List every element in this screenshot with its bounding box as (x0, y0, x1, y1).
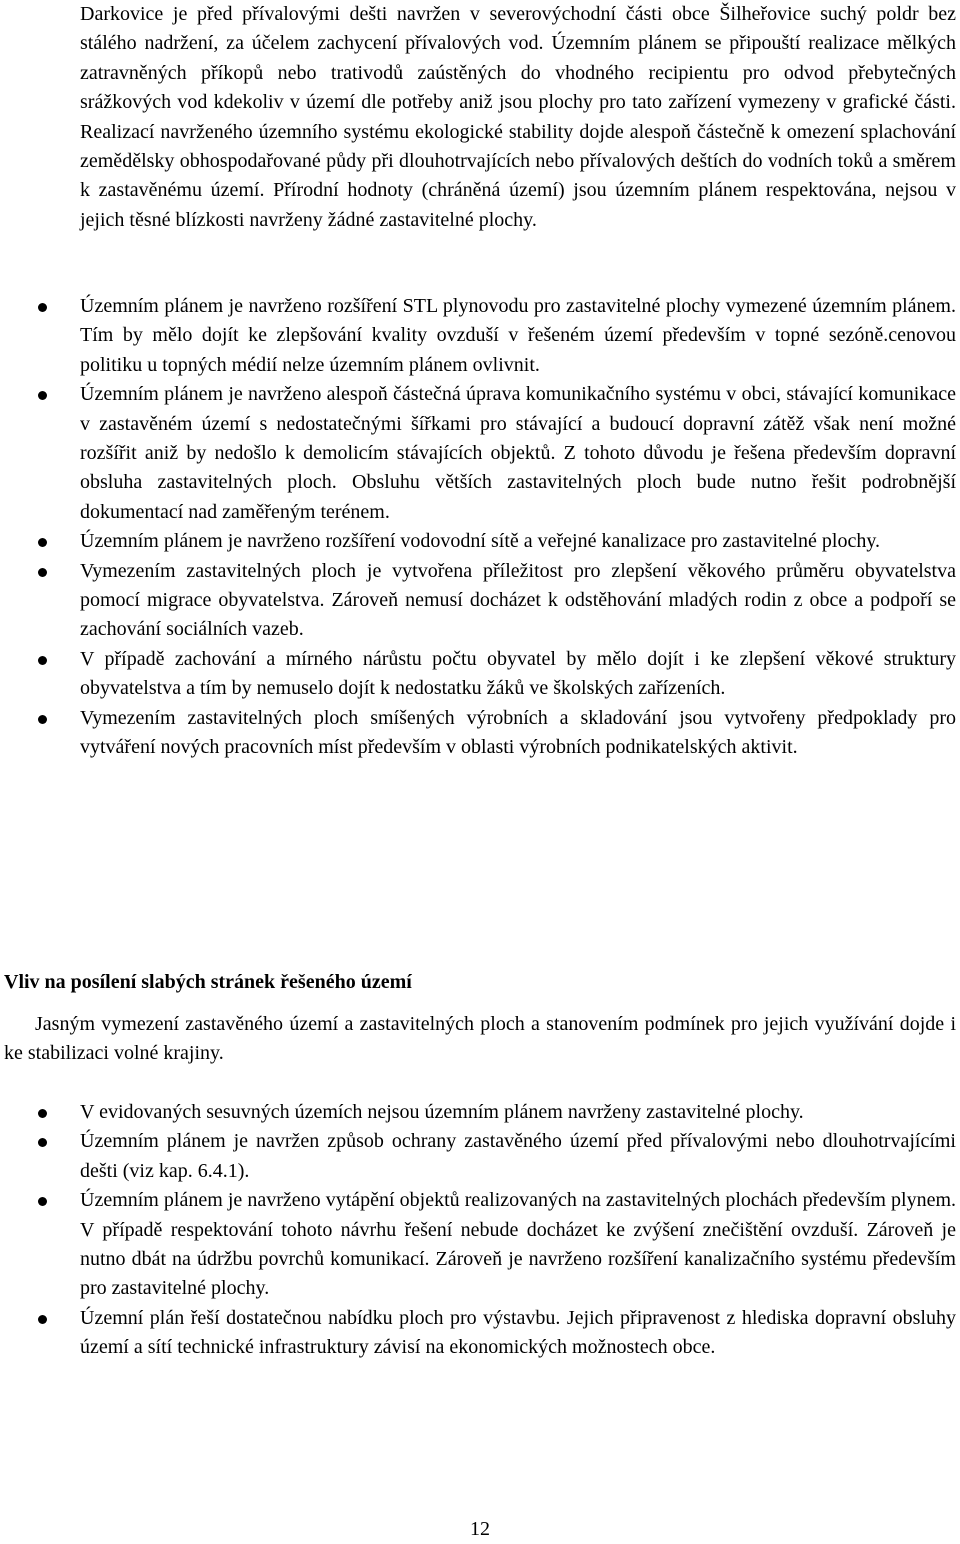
list-item (0, 1098, 960, 1127)
list-item-text: Územní plán řeší dostatečnou nabídku ploch pro výstavbu. Jejich připravenost z hlediska dopravní obsluhy území a sítí technické infrastruktury závisí na ekonomických možnostech obce. (80, 1306, 956, 1359)
list-item-text: Územním plánem je navrženo rozšíření vodovodní sítě a veřejné kanalizace pro zastavitelné plochy. (80, 530, 881, 553)
list-item (0, 557, 960, 645)
list-item-text: Vymezením zastavitelných ploch smíšených výrobních a skladování jsou vytvořeny předpoklady pro vytváření nových pracovních míst především v oblasti výrobních podnikatelských aktivit. (80, 706, 956, 759)
list-item-text: V případě zachování a mírného nárůstu počtu obyvatel by mělo dojít i ke zlepšení věkové struktury obyvatelstva a tím by nemuselo dojít k nedostatku žáků ve školských zařízeních. (80, 647, 956, 700)
bullet-icon (38, 538, 47, 547)
bullet-icon (38, 1138, 47, 1147)
bullet-icon (38, 568, 47, 577)
list-item (0, 1127, 960, 1186)
list-item-text: Územním plánem je navrženo vytápění objektů realizovaných na zastavitelných plochách především plynem. V případě respektování tohoto návrhu řešení nebude docházet ke zvýšení znečištění ovzduší. Zároveň je nutno dbát na údržbu povrchů komunikací. Zároveň je navrženo rozšíření kanalizačního systému především pro zastavitelné plochy. (80, 1189, 956, 1300)
list-item-text: Územním plánem je navržen způsob ochrany zastavěného území před přívalovými nebo dlouhotrvajícími dešti (viz kap. 6.4.1). (80, 1130, 956, 1182)
bullet-list-measures (0, 292, 960, 763)
bullet-list-weaknesses (0, 1098, 960, 1363)
list-item-text: V evidovaných sesuvných územích nejsou územním plánem navrženy zastavitelné plochy. (80, 1101, 804, 1123)
section-heading: Vliv na posílení slabých stránek řešeného území (4, 971, 412, 993)
bullet-icon (38, 715, 47, 724)
bullet-icon (38, 1315, 47, 1324)
section-paragraph: Jasným vymezení zastavěného území a zastavitelných ploch a stanovením podmínek pro jejich využívání dojde i ke stabilizaci volné krajiny. (4, 1013, 956, 1065)
list-item (0, 292, 960, 380)
list-item (0, 1186, 960, 1304)
bullet-icon (38, 1197, 47, 1206)
list-item-text: Územním plánem je navrženo rozšíření STL plynovodu pro zastavitelné plochy vymezené územním plánem. Tím by mělo dojít ke zlepšování kvality ovzduší v řešeném území především v topné sezóně.cenovou politiku u topných médií nelze územním plánem ovlivnit. (80, 295, 956, 376)
page-number: 12 (470, 1518, 490, 1540)
list-item (0, 380, 960, 527)
list-item (0, 527, 960, 556)
bullet-icon (38, 656, 47, 665)
bullet-icon (38, 391, 47, 400)
bullet-icon (38, 303, 47, 312)
intro-paragraph: Darkovice je před přívalovými dešti navržen v severovýchodní části obce Šilheřovice suchý poldr bez stálého nadržení, za účelem zachycení přívalových vod. Územním plánem se připouští realizace mělkých zatravněných příkopů nebo trativodů zaústěných do vhodného recipientu pro odvod přebytečných srážkových vod kdekoliv v území dle potřeby aniž jsou plochy pro tato zařízení vymezeny v grafické části. Realizací navrženého územního systému ekologické stability dojde alespoň částečně k omezení splachování zemědělsky obhospodařované půdy při dlouhotrvajících nebo přívalových deštích do vodních toků a směrem k zastavěnému území. Přírodní hodnoty (chráněná území) jsou územním plánem respektována, nejsou v jejich těsné blízkosti navrženy žádné zastavitelné plochy. (80, 3, 956, 231)
list-item-text: Územním plánem je navrženo alespoň částečná úprava komunikačního systému v obci, stávající komunikace v zastavěném území s nedostatečnými šířkami pro stávající a budoucí dopravní zátěž však není možné rozšířit aniž by nedošlo k demolicím stávajících objektů. Z tohoto důvodu je řešena především dopravní obsluha zastavitelných ploch. Obsluhu větších zastavitelných ploch bude nutno řešit podrobnější dokumentací nad zaměřeným terénem. (80, 383, 956, 523)
list-item (0, 1304, 960, 1363)
list-item (0, 645, 960, 704)
bullet-icon (38, 1109, 47, 1118)
list-item (0, 704, 960, 763)
list-item-text: Vymezením zastavitelných ploch je vytvořena příležitost pro zlepšení věkového průměru obyvatelstva pomocí migrace obyvatelstva. Zároveň nemusí docházet k odstěhování mladých rodin z obce a podpoří se zachování sociálních vazeb. (80, 559, 956, 641)
